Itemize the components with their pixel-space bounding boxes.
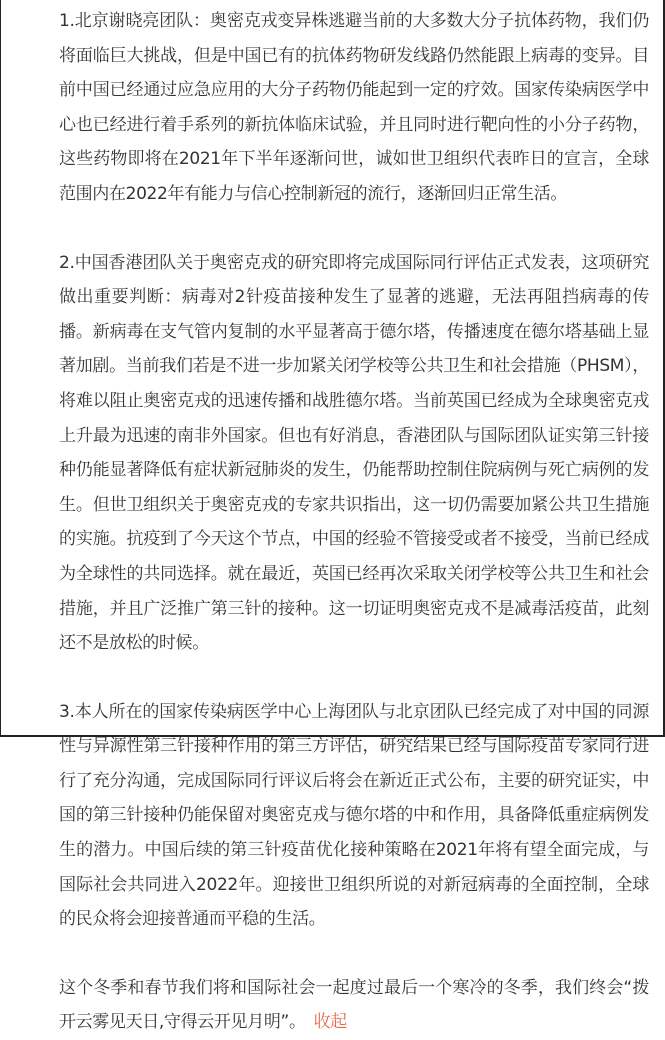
- paragraph-1: 1.北京谢晓亮团队：奥密克戎变异株逃避当前的大多数大分子抗体药物，我们仍将面临巨大挑战，但是中国已有的抗体药物研发线路仍然能跟上病毒的变异。目前中国已经通过应急应用的大分子药物仍能起到一定的疗效。国家传染病医学中心也已经进行着手系列的新抗体临床试验，并且同时进行靶向性的小分子药物，这些药物即将在2021年下半年逐渐问世，诚如世卫组织代表昨日的宣言，全球范围内在2022年有能力与信心控制新冠的流行，逐渐回归正常生活。: [59, 11, 649, 204]
- paragraph-4: [59, 971, 649, 1040]
- paragraph-3: 3.本人所在的国家传染病医学中心上海团队与北京团队已经完成了对中国的同源性与异源性第三针接种作用的第三方评估，研究结果已经与国际疫苗专家同行进行了充分沟通，完成国际同行评议后将会在新近正式公布，主要的研究证实，中国的第三针接种仍能保留对奥密克戎与德尔塔的中和作用，具备降低重症病例发生的潜力。中国后续的第三针疫苗优化接种策略在2021年将有望全面完成，与国际社会共同进入2022年。迎接世卫组织所说的对新冠病毒的全面控制，全球的民众将会迎接普通而平稳的生活。: [59, 701, 649, 930]
- article-body: [59, 4, 649, 1040]
- paragraph-2: 2.中国香港团队关于奥密克戎的研究即将完成国际同行评估正式发表，这项研究做出重要判断：病毒对2针疫苗接种发生了显著的逃避，无法再阻挡病毒的传播。新病毒在支气管内复制的水平显著高于德尔塔，传播速度在德尔塔基础上显著加剧。当前我们若是不进一步加紧关闭学校等公共卫生和社会措施（PHSM），将难以阻止奥密克戎的迅速传播和战胜德尔塔。当前英国已经成为全球奥密克戎上升最为迅速的南非外国家。但也有好消息，香港团队与国际团队证实第三针接种仍能显著降低有症状新冠肺炎的发生，仍能帮助控制住院病例与死亡病例的发生。但世卫组织关于奥密克戎的专家共识指出，这一切仍需要加紧公共卫生措施的实施。抗疫到了今天这个节点，中国的经验不管接受或者不接受，当前已经成为全球性的共同选择。就在最近，英国已经再次采取关闭学校等公共卫生和社会措施，并且广泛推广第三针的接种。这一切证明奥密克戎不是减毒活疫苗，此刻还不是放松的时候。: [59, 252, 649, 654]
- closing-text: 这个冬季和春节我们将和国际社会一起度过最后一个寒冷的冬季，我们终会“拨开云雾见天日,守得云开见月明”。: [59, 977, 649, 1033]
- collapse-link[interactable]: 收起: [313, 1012, 347, 1033]
